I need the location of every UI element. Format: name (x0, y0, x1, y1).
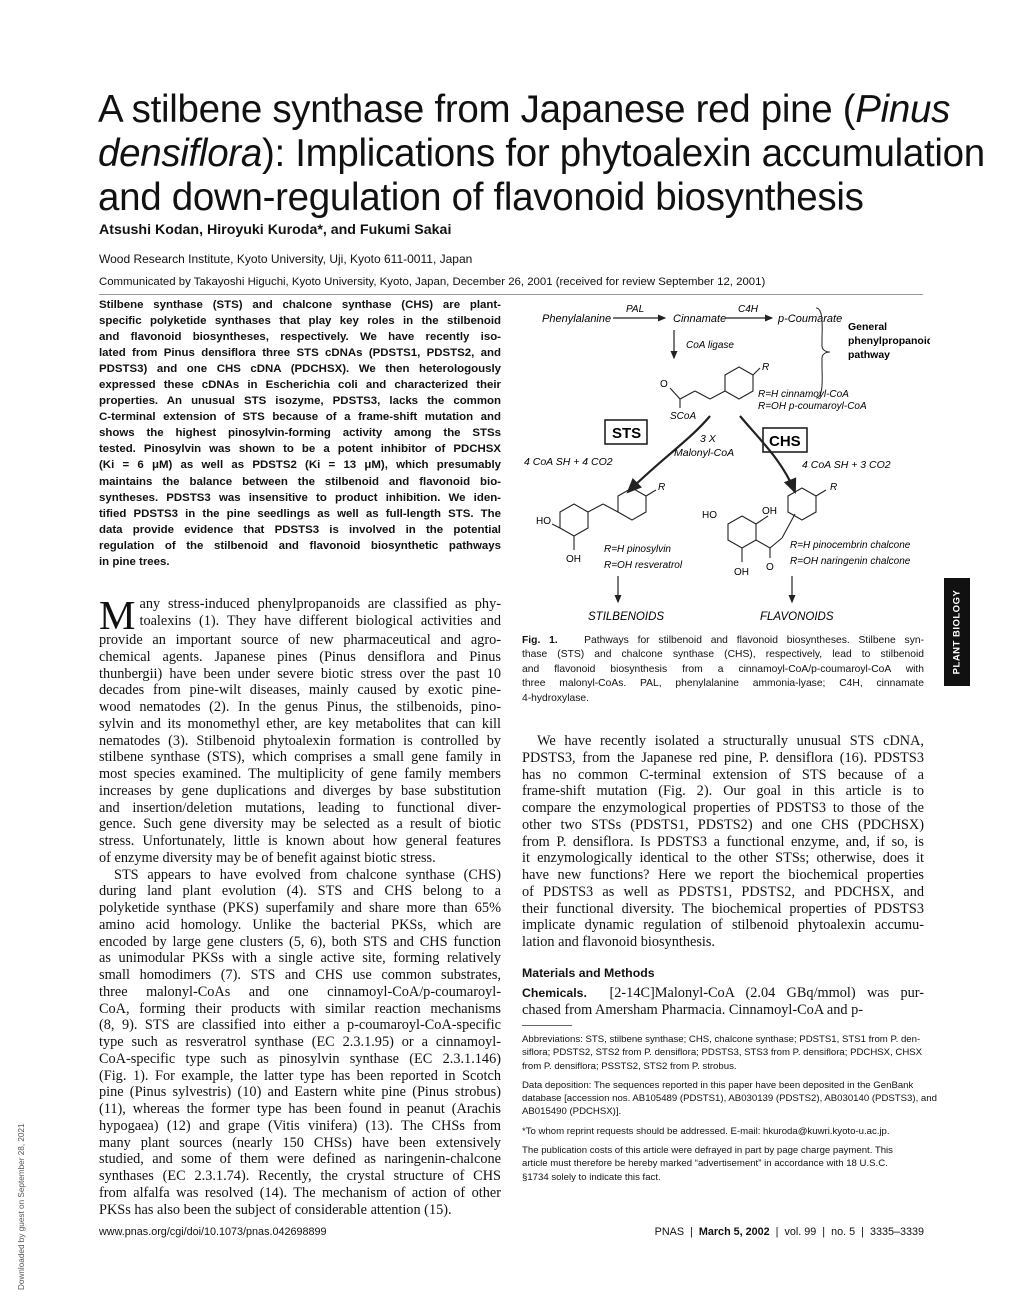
body-line: STS appears to have evolved from chalcone synthase (CHS) (114, 866, 501, 883)
body-line: provide an important source of new pharmaceutical and agro- (99, 632, 501, 648)
abstract-line: syntheses. PDSTS3 was insensitive to product inhibition. We iden- (99, 491, 501, 504)
abstract-line: and flavonoid biosyntheses, respectively. We have recently iso- (99, 331, 501, 344)
body-line: have new functions? Here we report the biochemical properties (522, 867, 924, 883)
body-line: of PDSTS3 as well as PDSTS1, PDSTS2, and PDCHSX, and (522, 883, 924, 900)
intro-left-column (99, 592, 501, 1218)
o-label-ketone: O (766, 562, 774, 573)
scoa-label: SCoA (670, 411, 697, 422)
abstract-line: shows the highest pinosylvin-forming activity among the STSs (99, 427, 501, 440)
journal-citation: PNAS | March 5, 2002 | vol. 99 | no. 5 | 3335–3339 (654, 1226, 924, 1238)
body-line: synthases (EC 2.3.1.74). Recently, the crystal structure of CHS (99, 1168, 501, 1184)
caption-label: Fig. 1. (522, 635, 558, 646)
chemicals-label: Chemicals. (522, 986, 587, 1000)
resveratrol-label: R=OH resveratrol (604, 560, 683, 571)
coa-ligase-label: CoA ligase (686, 340, 734, 351)
article-title: A stilbene synthase from Japanese red pine (Pinus densiflora): Implications for phytoalexin accumulation and down-regulation of flavonoid biosynthesis (98, 88, 985, 219)
body-line: from P. densiflora. Is PDSTS3 a functional enzyme, and, if so, is (522, 833, 924, 850)
footnote-line: AB015490 (PDCHSX)]. (522, 1106, 622, 1118)
pinocembrin-label: R=H pinocembrin chalcone (790, 540, 911, 551)
left-coa-byproduct: 4 CoA SH + 4 CO2 (524, 456, 613, 468)
body-line: sylvin and its monomethyl ether, are key metabolites that can kill (99, 715, 501, 732)
drop-cap: M (99, 592, 136, 638)
body-line: (11), whereas the former type has been found in peanut (Arachis (99, 1101, 501, 1117)
o-label: O (660, 379, 668, 390)
footnotes (522, 1033, 937, 1184)
stilbene-structure (552, 488, 656, 550)
abstract-line: PDSTS3) and one CHS cDNA (PDCHSX). We then heterologously (99, 363, 501, 376)
r-label-chalcone: R (830, 482, 838, 493)
communicated-by: Communicated by Takayoshi Higuchi, Kyoto University, Kyoto, Japan, December 26, 2001 (received for review September 12, 2001) (99, 276, 766, 288)
abstract-line: Stilbene synthase (STS) and chalcone synthase (CHS) are plant- (99, 299, 501, 311)
header-rule (99, 294, 923, 295)
abstract-line: specific polyketide synthases that play key roles in the stilbenoid (99, 315, 501, 328)
c4h-label: C4H (738, 304, 759, 315)
body-line: chemical agents. Japanese pines (Pinus densiflora and Pinus (99, 648, 501, 665)
abstract-line: in pine trees. (99, 555, 170, 568)
body-line: CoA, forming their products with similar reaction mechanisms (99, 1000, 501, 1017)
body-line: most species examined. The multiplicity of gene family members (99, 766, 501, 782)
footnote-line: §1734 solely to indicate this fact. (522, 1171, 661, 1183)
p-coumarate-label: p-Coumarate (778, 313, 843, 325)
issue-number: no. 5 (831, 1226, 856, 1238)
footnote-line: Abbreviations: STS, stilbene synthase; CHS, chalcone synthase; PDSTS1, STS1 from P. den- (522, 1034, 921, 1045)
body-line: implicate dynamic regulation of stilbenoid phytoalexin accumu- (522, 917, 924, 934)
footnote-line: from P. densiflora; PSSTS2, STS2 from P. strobus. (522, 1060, 737, 1072)
abstract-line: data provide evidence that PDSTS3 is involved in the potential (99, 523, 501, 536)
chemicals-line: [2-14C]Malonyl-CoA (2.04 GBq/mmol) was pur- (609, 985, 924, 1001)
abstract-line: tested. Pinosylvin was shown to be a potent inhibitor of PDCHSX (99, 443, 501, 456)
body-line: their functional diversity. The biochemical properties of PDSTS3 (522, 900, 924, 917)
body-line: stilbene synthase (STS), which comprises a small gene family in (99, 749, 501, 766)
body-line: gence. Such gene diversity may be selected as a result of biotic (99, 816, 501, 833)
abstract-line: maintains the balance between the stilbenoid and flavonoid bio- (99, 475, 501, 488)
body-line: encoded by large gene clusters (5, 6), both STS and CHS function (99, 933, 501, 950)
pinosylvin-label: R=H pinosylvin (604, 544, 671, 555)
body-line: compare the enzymological properties of PDSTS3 to those of the (522, 800, 924, 816)
footnote-rule (522, 1025, 572, 1026)
body-line: as unimodular PKSs with a single active site, forming relatively (99, 950, 501, 967)
body-line: hypogaea) (12) and grape (Vitis vinifera) (13). The CHSs from (99, 1117, 501, 1134)
stilbenoids-label: STILBENOIDS (588, 611, 665, 623)
section-tab-label: PLANT BIOLOGY (951, 589, 963, 675)
figure-caption (522, 634, 924, 706)
naringenin-label: R=OH naringenin chalcone (790, 556, 911, 567)
body-line: and insertion/deletion mutations, leading to functional diver- (99, 799, 501, 816)
footnote-line: *To whom reprint requests should be addressed. E-mail: hkuroda@kuwri.kyoto-u.ac.jp. (522, 1125, 890, 1137)
body-line: three malonyl-CoAs and one cinnamoyl-CoA/p-coumaroyl- (99, 983, 501, 1000)
chs-label: CHS (769, 433, 801, 450)
authors: Atsushi Kodan, Hiroyuki Kuroda*, and Fukumi Sakai (99, 222, 452, 238)
body-line: polyketide synthase (PKS) superfamily and share more than 65% (99, 900, 501, 916)
body-line: (8, 9). STS are classified into either a p-coumaroyl-CoA-specific (99, 1017, 501, 1034)
cinnamoyl-coa-structure (670, 367, 760, 408)
body-line: increases by gene duplications and diverges by base substitution (99, 782, 501, 799)
abstract-line: tified PDSTS3 in the pine seedlings as well as full-length STS. The (99, 507, 501, 520)
journal-name: PNAS (654, 1226, 685, 1238)
malonyl-coa-label: Malonyl-CoA (674, 447, 735, 459)
oh-label-left: OH (566, 554, 581, 565)
abstract-line: (Ki = 6 μM) as well as PDSTS2 (Ki = 13 μM), which presumably (99, 459, 501, 472)
footnote-line: siflora; PDSTS2, STS2 from P. densiflora; PDSTS3, STS3 from P. densiflora; PDCHSX, CHSX (522, 1047, 923, 1059)
volume: vol. 99 (784, 1226, 817, 1238)
sts-label: STS (612, 425, 642, 442)
materials-methods-heading: Materials and Methods (522, 966, 655, 980)
general-label: General (848, 321, 888, 333)
doi-link[interactable]: www.pnas.org/cgi/doi/10.1073/pnas.042698899 (99, 1226, 327, 1238)
abstract-line: regulation of the stilbenoid and flavonoid biosynthetic pathways (99, 539, 501, 552)
footnote-line: Data deposition: The sequences reported in this paper have been deposited in the GenBank (522, 1079, 914, 1091)
body-line: toalexins (1). They have different biological activities and (139, 612, 501, 629)
body-line: (Fig. 1). For example, the latter type has been reported in Scotch (99, 1067, 501, 1084)
oh-label-right-top: OH (762, 506, 777, 517)
body-line: pine (Pinus sylvestris) (10) and Eastern white pine (Pinus strobus) (99, 1084, 501, 1101)
caption-line: 4-hydroxylase. (522, 692, 589, 704)
body-line: many plant sources (nearly 150 CHSs) have been extensively (99, 1134, 501, 1151)
flavonoids-label: FLAVONOIDS (760, 611, 834, 623)
section-tab (944, 578, 970, 686)
body-line: any stress-induced phenylpropanoids are classified as phy- (139, 596, 501, 612)
body-line: CoA-specific type such as pinosylvin synthase (EC 2.3.1.146) (99, 1050, 501, 1067)
pathway-label: pathway (848, 349, 891, 361)
body-line: wood nematodes (2). In the genus Pinus, the stilbenoids, pino- (99, 699, 501, 715)
body-line: We have recently isolated a structurally unusual STS cDNA, (537, 733, 924, 749)
affiliation: Wood Research Institute, Kyoto University, Uji, Kyoto 611-0011, Japan (99, 252, 473, 266)
abstract-line: lated from Pinus densiflora three STS cDNAs (PDSTS1, PDSTS2, and (99, 347, 501, 360)
footnote-line: database [accession nos. AB105489 (PDSTS1), AB030139 (PDSTS2), AB030140 (PDSTS3), and (522, 1093, 937, 1105)
footnote-line: The publication costs of this article were defrayed in part by page charge payment. This (522, 1145, 893, 1157)
three-x-label: 3 X (700, 433, 716, 445)
body-line: lation and flavonoid biosynthesis. (522, 934, 715, 950)
body-line: decades from pine-wilt diseases, mainly caused by exotic pine- (99, 682, 501, 699)
body-line: stress. Unfortunately, little is known about how general features (99, 833, 501, 849)
oh-label-right-bottom: OH (734, 567, 749, 578)
body-line: during land plant evolution (4). STS and CHS belong to a (99, 883, 501, 900)
body-line: PKSs has also been the subject of considerable attention (15). (99, 1201, 452, 1218)
body-line: from alfalfa was resolved (14). The mechanism of action of other (99, 1184, 501, 1201)
chemicals-paragraph (522, 985, 924, 1019)
pathway-diagram (520, 300, 930, 630)
body-line: it enzymologically identical to the other STSs; otherwise, does it (522, 850, 924, 867)
figure-1 (520, 300, 930, 630)
body-line: studied, and some of them were defined as naringenin-chalcone (99, 1151, 501, 1168)
right-coa-byproduct: 4 CoA SH + 3 CO2 (802, 459, 891, 471)
abstract-line: C-terminal extension of STS because of a frame-shift mutation and (99, 411, 501, 424)
cinnamate-label: Cinnamate (673, 313, 727, 325)
phenylalanine-label: Phenylalanine (542, 313, 612, 325)
page-range: 3335–3339 (869, 1226, 924, 1238)
caption-line: thase (STS) and chalcone synthase (CHS), respectively, lead to stilbenoid (522, 649, 924, 661)
abstract-line: expressed these cDNAs in Escherichia coli and characterized their (99, 379, 501, 392)
body-line: frame-shift mutation (Fig. 2). Our goal in this article is to (522, 783, 924, 800)
r-label-stilbene: R (658, 482, 666, 493)
body-line: small homodimers (7). STS and CHS use common substrates, (99, 967, 501, 983)
cinnamoyl-coa-label: R=H cinnamoyl-CoA (758, 389, 849, 400)
abstract-line: properties. An unusual STS isozyme, PDSTS3, lacks the common (99, 395, 501, 408)
abstract (99, 297, 501, 570)
intro-right-column (522, 733, 924, 951)
issue-date: March 5, 2002 (698, 1226, 770, 1238)
body-line: other two STSs (PDSTS1, PDSTS2) and one CHS (PDCHSX) (522, 816, 924, 833)
body-line: type such as resveratrol synthase (EC 2.3.1.95) or a cinnamoyl- (99, 1034, 501, 1050)
body-line: nematodes (3). Stilbenoid phytoalexin formation is controlled by (99, 732, 501, 749)
caption-line: three malonyl-CoAs. PAL, phenylalanine ammonia-lyase; C4H, cinnamate (522, 678, 924, 690)
ho-label-right: HO (702, 510, 717, 521)
r-label: R (762, 362, 770, 373)
body-line: has no common C-terminal extension of STS because of a (522, 766, 924, 783)
caption-line: Pathways for stilbenoid and flavonoid biosyntheses. Stilbene syn- (584, 635, 924, 646)
footnote-line: article must therefore be hereby marked “advertisement” in accordance with 18 U.S.C. (522, 1158, 888, 1170)
body-line: amino acid homology. Unlike the bacterial PKSs, which are (99, 916, 501, 933)
caption-line: and flavonoid biosynthesis from a cinnamoyl-CoA/p-coumaroyl-CoA with (522, 663, 924, 675)
coumaroyl-coa-label: R=OH p-coumaroyl-CoA (758, 401, 867, 412)
chemicals-line: chased from Amersham Pharmacia. Cinnamoyl-CoA and p- (522, 1001, 864, 1018)
body-line: of enzyme diversity may be of benefit against biotic stress. (99, 849, 436, 866)
body-line: thunbergii) have been under severe biotic stress over the past 10 (99, 665, 501, 682)
pal-label: PAL (626, 304, 645, 315)
ho-label-left: HO (536, 516, 551, 527)
body-line: PDSTS3, from the Japanese red pine, P. densiflora (16). PDSTS3 (522, 749, 924, 766)
phenylpropanoid-label: phenylpropanoid (848, 335, 930, 347)
